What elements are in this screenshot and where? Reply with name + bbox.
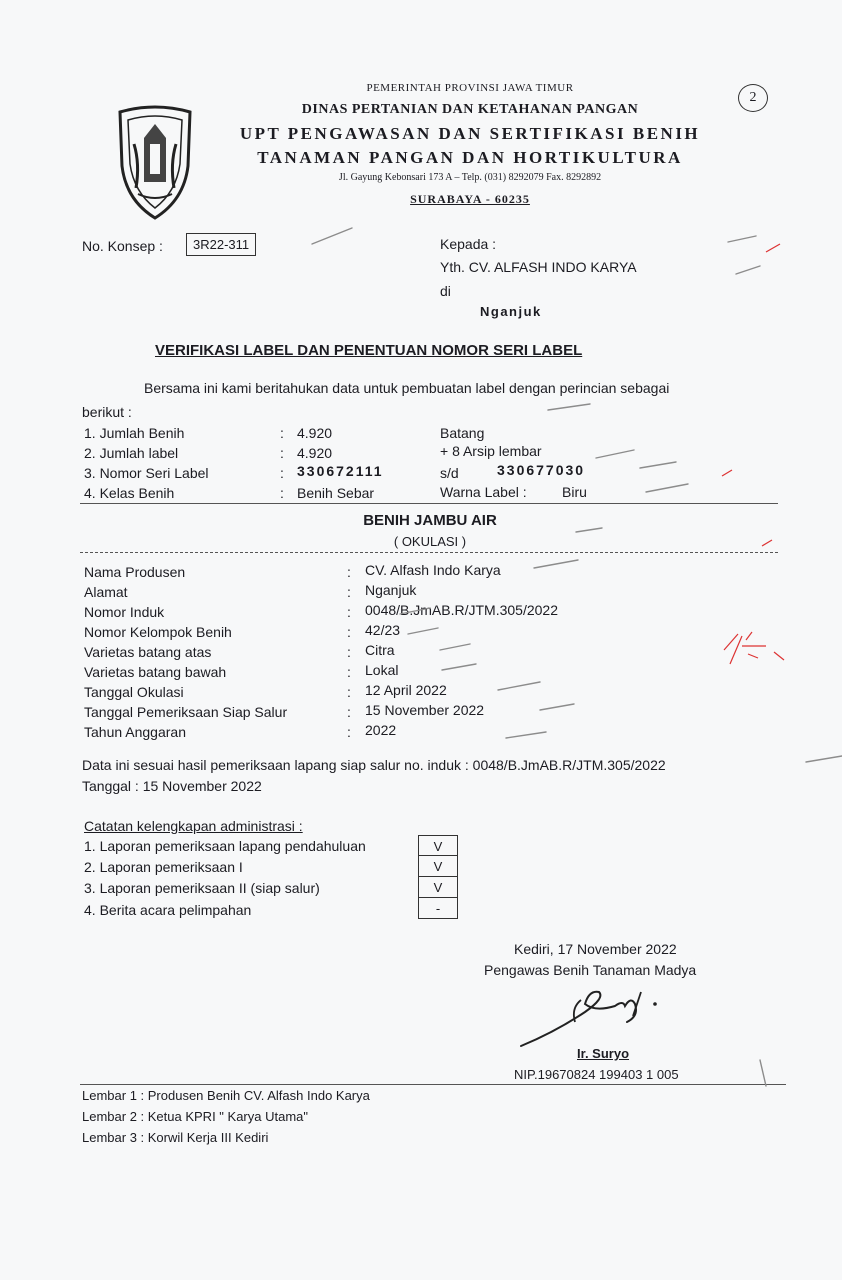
intro-line1: Bersama ini kami beritahukan data untuk pembuatan label dengan perincian sebagai bbox=[144, 380, 670, 396]
detail-label: 1. Jumlah Benih bbox=[84, 425, 185, 441]
producer-label: Tanggal Pemeriksaan Siap Salur bbox=[84, 704, 288, 720]
conformity-line2: Tanggal : 15 November 2022 bbox=[82, 778, 262, 794]
detail-colon: : bbox=[280, 485, 284, 501]
detail-value: Benih Sebar bbox=[297, 485, 375, 501]
producer-label: Tahun Anggaran bbox=[84, 724, 186, 740]
commodity-name: BENIH JAMBU AIR bbox=[363, 512, 497, 529]
detail-value: 4.920 bbox=[297, 425, 333, 441]
producer-label: Nama Produsen bbox=[84, 564, 186, 580]
signature-nip: NIP.19670824 199403 1 005 bbox=[514, 1067, 679, 1082]
producer-value: Nganjuk bbox=[365, 582, 417, 598]
page-number: 2 bbox=[738, 84, 768, 112]
producer-value: 15 November 2022 bbox=[365, 702, 485, 718]
producer-value: 42/23 bbox=[365, 622, 401, 638]
producer-label: Varietas batang bawah bbox=[84, 664, 227, 680]
producer-colon: : bbox=[347, 624, 351, 640]
document-title: VERIFIKASI LABEL DAN PENENTUAN NOMOR SERI LABEL bbox=[155, 342, 583, 359]
letterhead-address: Jl. Gayung Kebonsari 173 A – Telp. (031) 8292079 Fax. 8292892 bbox=[338, 172, 602, 183]
producer-label: Nomor Induk bbox=[84, 604, 165, 620]
recipient-kepada: Kepada : bbox=[440, 236, 497, 252]
distribution-line: Lembar 2 : Ketua KPRI " Karya Utama" bbox=[82, 1109, 308, 1124]
producer-value: 0048/B.JmAB.R/JTM.305/2022 bbox=[365, 602, 558, 618]
detail-label: 4. Kelas Benih bbox=[84, 485, 175, 501]
producer-value: Lokal bbox=[365, 662, 399, 678]
detail-extra: Batang bbox=[440, 425, 485, 441]
letterhead-line2: DINAS PERTANIAN DAN KETAHANAN PANGAN bbox=[301, 102, 639, 117]
producer-colon: : bbox=[347, 704, 351, 720]
producer-colon: : bbox=[347, 664, 351, 680]
label-color-value: Biru bbox=[562, 484, 587, 500]
admin-check-box: V bbox=[418, 856, 458, 877]
commodity-sub: ( OKULASI ) bbox=[393, 534, 467, 549]
signature-name: Ir. Suryo bbox=[577, 1046, 630, 1061]
distribution-line: Lembar 1 : Produsen Benih CV. Alfash Indo Karya bbox=[82, 1088, 370, 1103]
admin-check-box: V bbox=[418, 877, 458, 898]
conformity-line1: Data ini sesuai hasil pemeriksaan lapang siap salur no. induk : 0048/B.JmAB.R/JTM.305/2022 bbox=[82, 757, 666, 773]
letterhead-line3: UPT PENGAWASAN DAN SERTIFIKASI BENIH bbox=[239, 124, 701, 143]
detail-extra: + 8 Arsip lembar bbox=[440, 443, 542, 459]
detail-label: 2. Jumlah label bbox=[84, 445, 179, 461]
producer-colon: : bbox=[347, 584, 351, 600]
signature-role: Pengawas Benih Tanaman Madya bbox=[484, 962, 697, 978]
admin-item: 2. Laporan pemeriksaan I bbox=[84, 859, 243, 875]
detail-value: 4.920 bbox=[297, 445, 333, 461]
recipient-name: Yth. CV. ALFASH INDO KARYA bbox=[440, 259, 637, 275]
admin-item: 3. Laporan pemeriksaan II (siap salur) bbox=[84, 880, 320, 896]
producer-value: CV. Alfash Indo Karya bbox=[365, 562, 501, 578]
signature-place-date: Kediri, 17 November 2022 bbox=[514, 941, 677, 957]
producer-label: Varietas batang atas bbox=[84, 644, 212, 660]
label-color-caption: Warna Label : bbox=[440, 484, 527, 500]
producer-colon: : bbox=[347, 564, 351, 580]
admin-item: 4. Berita acara pelimpahan bbox=[84, 902, 252, 918]
letterhead-line1: PEMERINTAH PROVINSI JAWA TIMUR bbox=[366, 82, 574, 94]
detail-colon: : bbox=[280, 425, 284, 441]
producer-value: 12 April 2022 bbox=[365, 682, 447, 698]
serial-end: 330677030 bbox=[497, 462, 586, 478]
recipient-di: di bbox=[440, 283, 451, 299]
admin-check-box: - bbox=[418, 898, 458, 919]
producer-label: Nomor Kelompok Benih bbox=[84, 624, 232, 640]
konsep-number: 3R22-311 bbox=[186, 233, 256, 256]
detail-colon: : bbox=[280, 465, 284, 481]
letterhead-city: SURABAYA - 60235 bbox=[410, 192, 530, 206]
producer-value: 2022 bbox=[365, 722, 397, 738]
detail-label: 3. Nomor Seri Label bbox=[84, 465, 209, 481]
intro-line2: berikut : bbox=[82, 404, 132, 420]
producer-value: Citra bbox=[365, 642, 395, 658]
letterhead-line4: TANAMAN PANGAN DAN HORTIKULTURA bbox=[257, 148, 683, 167]
producer-label: Tanggal Okulasi bbox=[84, 684, 184, 700]
serial-sd: s/d bbox=[440, 465, 459, 481]
producer-colon: : bbox=[347, 644, 351, 660]
admin-check-box: V bbox=[418, 835, 458, 856]
recipient-place: Nganjuk bbox=[480, 304, 542, 319]
producer-colon: : bbox=[347, 684, 351, 700]
producer-colon: : bbox=[347, 604, 351, 620]
konsep-label: No. Konsep : bbox=[82, 238, 163, 254]
admin-title: Catatan kelengkapan administrasi : bbox=[84, 818, 303, 834]
serial-start: 330672111 bbox=[297, 463, 384, 479]
producer-colon: : bbox=[347, 724, 351, 740]
admin-item: 1. Laporan pemeriksaan lapang pendahuluan bbox=[84, 838, 366, 854]
producer-label: Alamat bbox=[84, 584, 128, 600]
detail-colon: : bbox=[280, 445, 284, 461]
distribution-line: Lembar 3 : Korwil Kerja III Kediri bbox=[82, 1130, 269, 1145]
